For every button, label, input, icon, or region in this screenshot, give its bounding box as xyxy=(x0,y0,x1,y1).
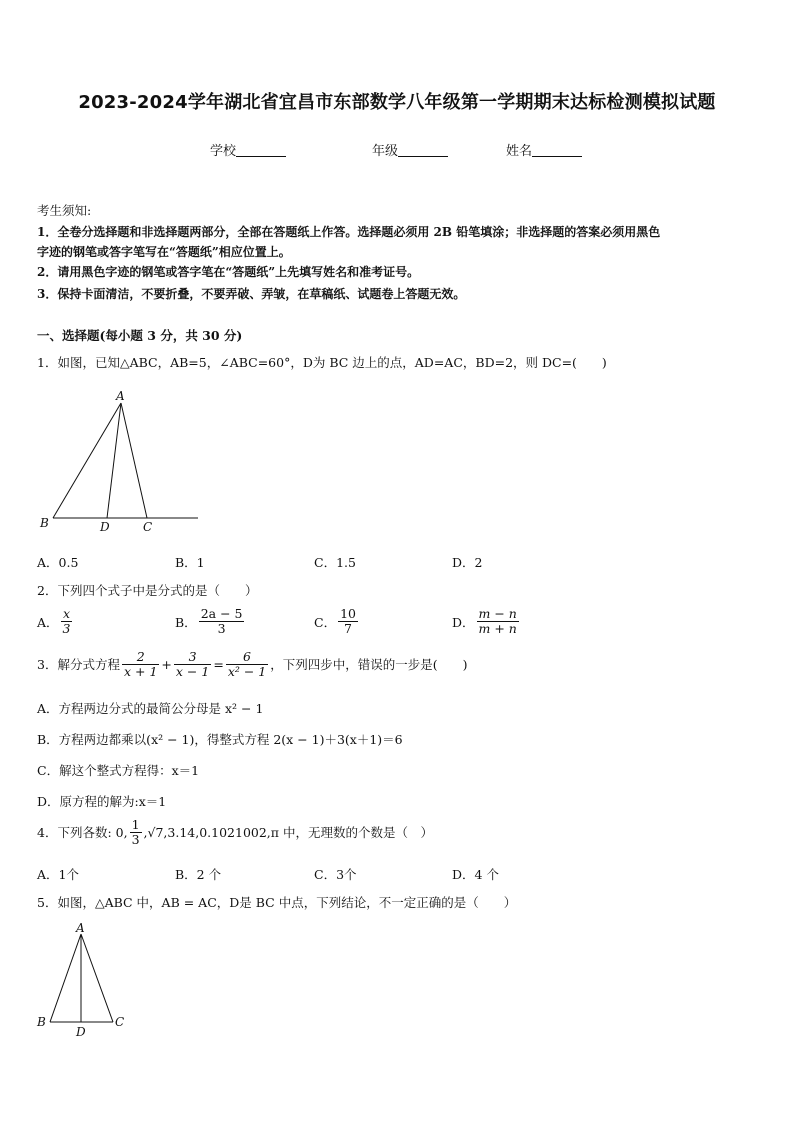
label-d-5: D xyxy=(76,1025,86,1039)
q3-plus: + xyxy=(161,656,172,672)
label-b: B xyxy=(40,516,49,530)
school-field[interactable] xyxy=(210,140,286,159)
q1-option-c[interactable]: C．1.5 xyxy=(314,555,356,570)
q2-option-c-letter: C． xyxy=(314,614,337,630)
q2-option-a-letter: A． xyxy=(37,614,59,630)
question-1: 1．如图，已知△ABC，AB=5，∠ABC=60°，D为 BC 边上的点，AD=AC，BD=2，则 DC=( ) xyxy=(37,355,607,370)
school-label: 学校 xyxy=(210,144,237,159)
triangle-figure-1 xyxy=(38,385,208,535)
question-4 xyxy=(37,818,433,848)
q3-frac3-den: x² − 1 xyxy=(227,664,267,680)
q2-option-b[interactable] xyxy=(175,607,246,637)
page-title: 2023-2024学年湖北省宜昌市东部数学八年级第一学期期末达标检测模拟试题 xyxy=(78,92,716,113)
q3-option-a[interactable]: A．方程两边分式的最简公分母是 x² − 1 xyxy=(37,701,264,716)
q4-option-d[interactable]: D．4 个 xyxy=(452,867,499,882)
q2-option-c-den: 7 xyxy=(344,621,352,637)
q4-suffix: ,√7,3.14,0.1021002,π 中，无理数的个数是（ ） xyxy=(143,824,433,840)
segment-ab-5 xyxy=(50,934,81,1022)
q4-frac-den: 3 xyxy=(131,832,140,848)
q1-option-a[interactable]: A．0.5 xyxy=(37,555,79,570)
q2-option-b-num: 2a − 5 xyxy=(200,606,243,621)
notice-item-1-cont: 字迹的钢笔或答字笔写在“答题纸”相应位置上。 xyxy=(37,245,291,259)
notice-heading: 考生须知: xyxy=(37,203,92,218)
q3-frac2-den: x − 1 xyxy=(175,664,210,680)
segment-ac-5 xyxy=(81,934,113,1022)
q3-frac3-num: 6 xyxy=(226,650,268,665)
segment-ad xyxy=(107,403,121,518)
label-c: C xyxy=(143,520,153,534)
triangle-figure-5 xyxy=(34,920,134,1042)
q3-option-c[interactable]: C．解这个整式方程得：x＝1 xyxy=(37,763,200,778)
segment-ac xyxy=(121,403,147,518)
q2-option-b-den: 3 xyxy=(217,621,226,637)
q4-frac-num: 1 xyxy=(131,817,140,832)
q2-option-b-letter: B． xyxy=(175,614,197,630)
notice-item-3: 3．保持卡面清洁，不要折叠，不要弄破、弄皱，在草稿纸、试题卷上答题无效。 xyxy=(37,287,466,301)
q2-option-d-num: m − n xyxy=(478,606,517,621)
name-field[interactable] xyxy=(506,140,582,159)
q1-option-b[interactable]: B．1 xyxy=(175,555,205,570)
school-blank[interactable] xyxy=(236,144,286,157)
segment-ab xyxy=(53,403,121,518)
q2-option-a-den: 3 xyxy=(62,621,71,637)
name-label: 姓名 xyxy=(506,144,533,159)
section-heading: 一、选择题(每小题 3 分，共 30 分) xyxy=(37,328,243,343)
q3-option-b[interactable]: B．方程两边都乘以(x² − 1)，得整式方程 2(x − 1)＋3(x＋1)＝6 xyxy=(37,732,403,747)
q3-frac2-num: 3 xyxy=(174,650,211,665)
label-a: A xyxy=(116,389,125,403)
q3-equals: = xyxy=(213,656,224,672)
name-blank[interactable] xyxy=(532,144,582,157)
q2-option-d-den: m + n xyxy=(478,621,517,637)
grade-label: 年级 xyxy=(372,144,399,159)
question-5: 5．如图，△ABC 中，AB = AC，D是 BC 中点，下列结论，不一定正确的是（ ） xyxy=(37,895,517,910)
q4-prefix: 4．下列各数: 0, xyxy=(37,824,128,840)
question-2: 2．下列四个式子中是分式的是（ ） xyxy=(37,583,258,598)
q3-frac1-den: x + 1 xyxy=(123,664,158,680)
label-d: D xyxy=(100,520,110,534)
q3-suffix: ，下列四步中，错误的一步是( ) xyxy=(270,656,468,672)
notice-item-1: 1．全卷分选择题和非选择题两部分，全部在答题纸上作答。选择题必须用 2B 铅笔填涂；非选择题的答案必须用黑色 xyxy=(37,225,661,239)
q3-option-d[interactable]: D．原方程的解为:x＝1 xyxy=(37,794,167,809)
label-c-5: C xyxy=(115,1015,125,1029)
grade-field[interactable] xyxy=(372,140,448,159)
notice-item-2: 2．请用黑色字迹的钢笔或答字笔在“答题纸”上先填写姓名和准考证号。 xyxy=(37,265,420,279)
q4-option-c[interactable]: C．3个 xyxy=(314,867,357,882)
q3-prefix: 3．解分式方程 xyxy=(37,656,120,672)
q2-option-d[interactable] xyxy=(452,607,521,637)
q4-option-a[interactable]: A．1个 xyxy=(37,867,79,882)
q2-option-d-letter: D． xyxy=(452,614,475,630)
q4-option-b[interactable]: B．2 个 xyxy=(175,867,222,882)
q1-option-d[interactable]: D．2 xyxy=(452,555,483,570)
question-3 xyxy=(37,650,468,680)
label-b-5: B xyxy=(37,1015,46,1029)
q2-option-a-num: x xyxy=(61,607,73,622)
q3-frac1-num: 2 xyxy=(122,650,159,665)
q2-option-c-num: 10 xyxy=(340,606,356,621)
q2-option-a[interactable] xyxy=(37,607,74,637)
grade-blank[interactable] xyxy=(398,144,448,157)
label-a-5: A xyxy=(76,921,85,935)
q2-option-c[interactable] xyxy=(314,607,360,637)
